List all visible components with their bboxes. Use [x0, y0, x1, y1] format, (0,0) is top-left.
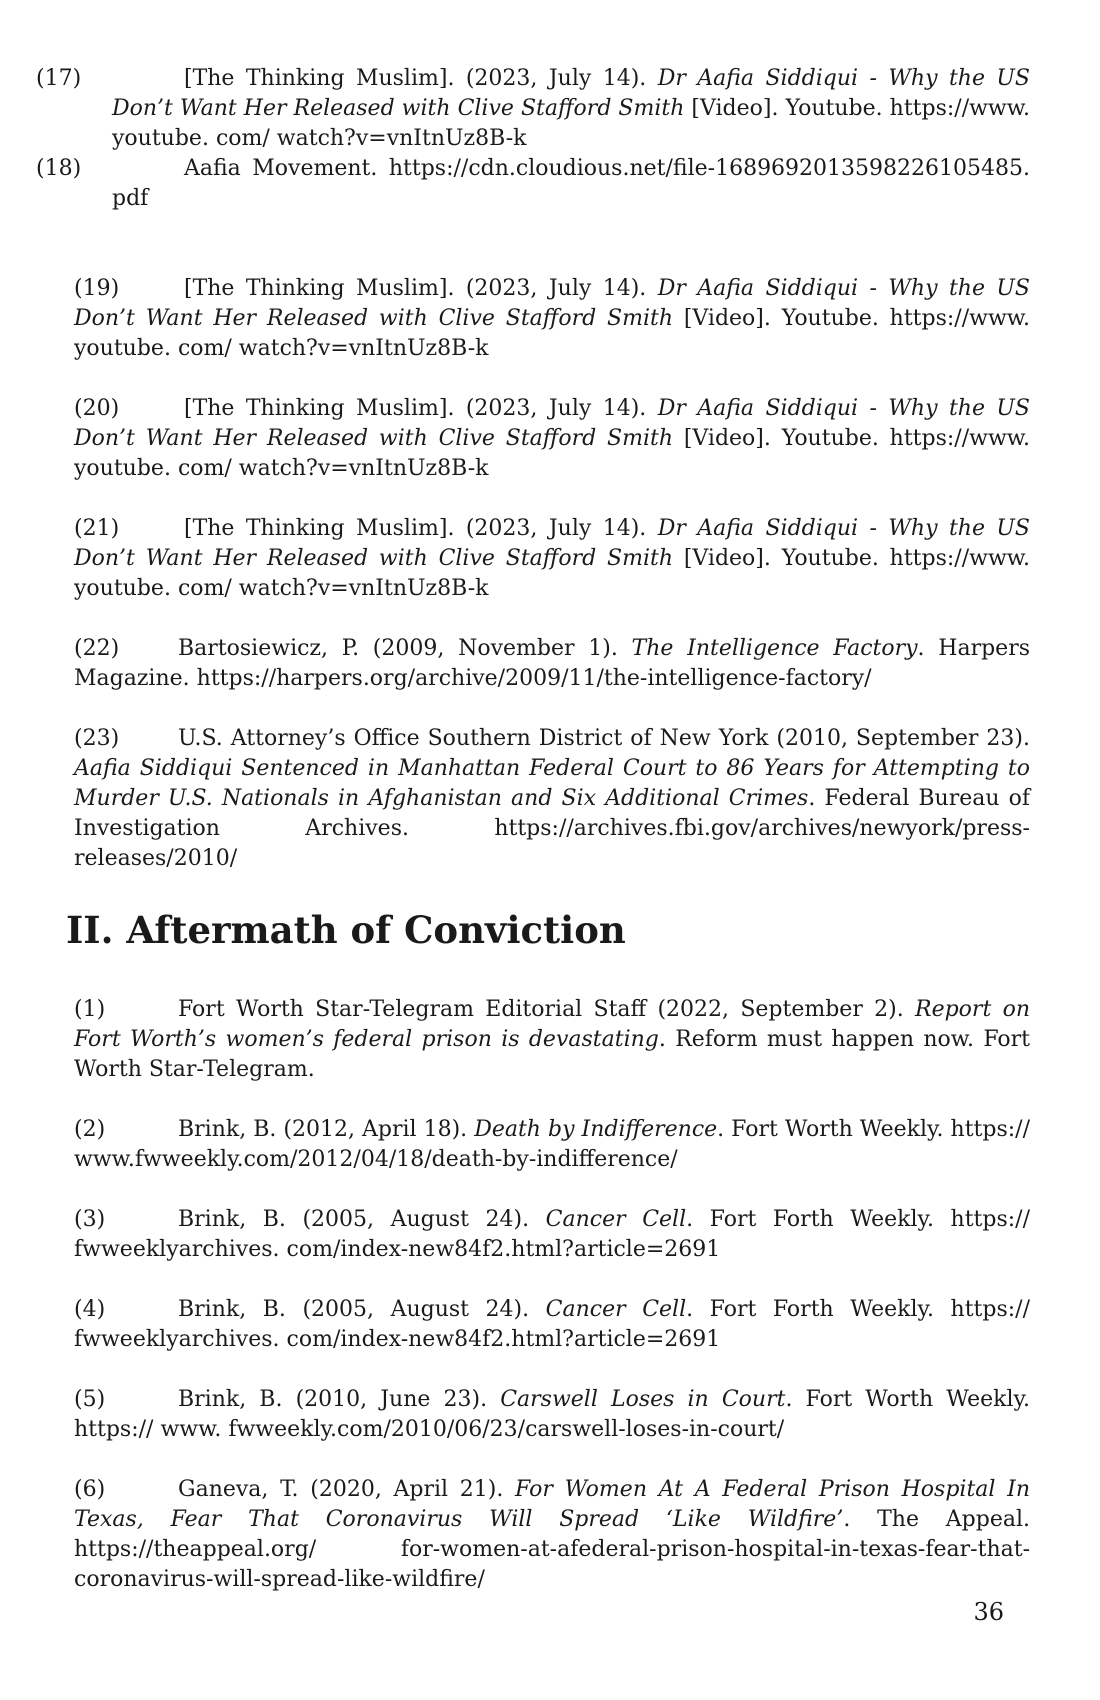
reference-number: (1) — [74, 997, 106, 1022]
reference-item — [74, 724, 1030, 874]
reference-text: . Reform must happen now. Fort Worth Star-Telegram. — [74, 1027, 1030, 1082]
reference-text: [The Thinking Muslim]. (2023, July 14). — [184, 66, 658, 91]
reference-text: U.S. Attorney’s Office Southern District of New York (2010, September 23). — [178, 726, 1030, 751]
reference-list-bottom — [74, 995, 1030, 1595]
reference-text: Fort Worth Star-Telegram Editorial Staff (2022, September 2). — [178, 997, 916, 1022]
reference-text: . Fort Worth Weekly. https:// www. fwweekly.com/2010/06/23/carswell-loses-in-court/ — [74, 1387, 1031, 1442]
reference-text: . Fort Forth Weekly. https:// fwweeklyarchives. com/index-new84f2.html?article=2691 — [74, 1297, 1030, 1352]
reference-title: Carswell Loses in Court — [500, 1387, 786, 1412]
reference-text: [Video]. Youtube. https://www. youtube. com/ watch?v=vnItnUz8B-k — [112, 96, 1030, 151]
reference-number: (18) — [36, 156, 82, 181]
reference-title: Dr Aafia Siddiqui - Why the US Don’t Want Her Released with Clive Stafford Smith — [74, 516, 1031, 571]
reference-title: Aafia Siddiqui Sentenced in Manhattan Federal Court to 86 Years for Attempting to Murder U.S. Nationals in Afghanistan and Six Additional Crimes — [74, 756, 1030, 811]
reference-number: (4) — [74, 1297, 106, 1322]
reference-item — [74, 1205, 1030, 1265]
reference-number: (5) — [74, 1387, 106, 1412]
reference-title: Death by Indifference — [474, 1117, 718, 1142]
reference-item — [36, 64, 1031, 154]
reference-number: (2) — [74, 1117, 106, 1142]
reference-number: (20) — [74, 396, 120, 421]
reference-text: Brink, B. (2005, August 24). — [178, 1297, 546, 1322]
page-number: 36 — [973, 1598, 1004, 1626]
reference-text: [Video]. Youtube. https://www. youtube. com/ watch?v=vnItnUz8B-k — [74, 546, 1030, 601]
reference-title: The Intelligence Factory — [631, 636, 918, 661]
reference-number: (21) — [74, 516, 120, 541]
reference-number: (19) — [74, 276, 120, 301]
reference-text: Aafia Movement. https://cdn.cloudious.net/file-1689692013598226105485. pdf — [112, 156, 1030, 211]
reference-text: Brink, B. (2005, August 24). — [178, 1207, 546, 1232]
reference-title: For Women At A Federal Prison Hospital In Texas, Fear That Coronavirus Will Spread ‘Like Wildfire’ — [74, 1477, 1031, 1532]
reference-title: Dr Aafia Siddiqui - Why the US Don’t Want Her Released with Clive Stafford Smith — [112, 66, 1031, 121]
reference-number: (22) — [74, 636, 120, 661]
reference-number: (23) — [74, 726, 120, 751]
reference-item — [74, 1385, 1030, 1445]
reference-item — [74, 1115, 1030, 1175]
reference-text: [The Thinking Muslim]. (2023, July 14). — [184, 276, 658, 301]
reference-text: . The Appeal. https://theappeal.org/ for-women-at-afederal-prison-hospital-in-texas-fear-that-coronavirus-will-spread-like-wildfire/ — [74, 1507, 1030, 1592]
reference-title: Cancer Cell — [545, 1297, 687, 1322]
reference-number: (3) — [74, 1207, 106, 1232]
reference-text: Brink, B. (2010, June 23). — [178, 1387, 501, 1412]
reference-number: (6) — [74, 1477, 106, 1502]
reference-text: . Federal Bureau of Investigation Archives. https://archives.fbi.gov/archives/newyork/press-releases/2010/ — [74, 786, 1030, 871]
reference-item — [74, 634, 1030, 694]
reference-item — [74, 1295, 1030, 1355]
reference-text: . Fort Forth Weekly. https:// fwweeklyarchives. com/index-new84f2.html?article=2691 — [74, 1207, 1030, 1262]
reference-text: [Video]. Youtube. https://www. youtube. com/ watch?v=vnItnUz8B-k — [74, 306, 1030, 361]
reference-item — [36, 154, 1030, 214]
reference-title: Report on Fort Worth’s women’s federal prison is devastating — [74, 997, 1030, 1052]
reference-item — [74, 274, 1030, 364]
reference-text: Bartosiewicz, P. (2009, November 1). — [178, 636, 632, 661]
reference-text: Ganeva, T. (2020, April 21). — [178, 1477, 516, 1502]
reference-number: (17) — [36, 66, 82, 91]
reference-text: [The Thinking Muslim]. (2023, July 14). — [184, 396, 658, 421]
reference-text: . Harpers Magazine. https://harpers.org/archive/2009/11/the-intelligence-factory/ — [74, 636, 1030, 691]
reference-text: . Fort Worth Weekly. https:// www.fwweekly.com/2012/04/18/death-by-indifference/ — [74, 1117, 1030, 1172]
reference-text: Brink, B. (2012, April 18). — [178, 1117, 475, 1142]
reference-item — [74, 1475, 1030, 1595]
reference-item — [74, 394, 1030, 484]
reference-item — [74, 514, 1030, 604]
reference-title: Dr Aafia Siddiqui - Why the US Don’t Want Her Released with Clive Stafford Smith — [74, 276, 1031, 331]
reference-list-top — [36, 64, 1031, 874]
reference-title: Dr Aafia Siddiqui - Why the US Don’t Want Her Released with Clive Stafford Smith — [74, 396, 1031, 451]
section-heading: II. Aftermath of Conviction — [66, 908, 626, 952]
reference-text: [The Thinking Muslim]. (2023, July 14). — [184, 516, 658, 541]
reference-item — [74, 995, 1030, 1085]
reference-text: [Video]. Youtube. https://www. youtube. com/ watch?v=vnItnUz8B-k — [74, 426, 1030, 481]
reference-title: Cancer Cell — [545, 1207, 687, 1232]
